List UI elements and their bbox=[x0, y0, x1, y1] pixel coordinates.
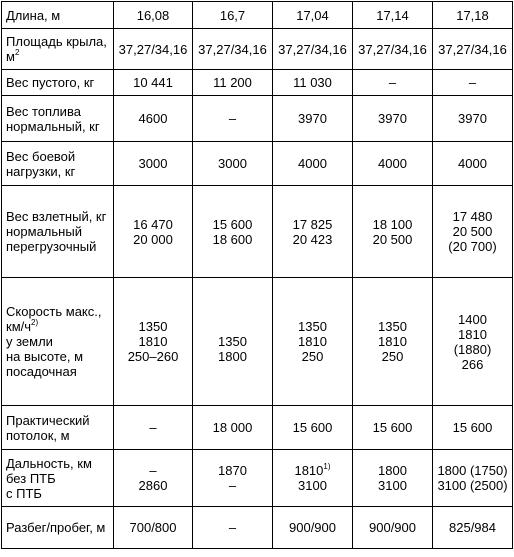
table-cell: 3000 bbox=[114, 142, 193, 186]
table-row bbox=[2, 507, 513, 549]
table-cell: 18 000 bbox=[193, 406, 273, 450]
table-cell: 3970 bbox=[273, 96, 353, 142]
table-row bbox=[2, 406, 513, 450]
table-cell: 1870 – bbox=[193, 450, 273, 507]
table-cell: 825/984 bbox=[433, 507, 513, 549]
table-cell: 15 600 18 600 bbox=[193, 186, 273, 278]
table-cell: 4000 bbox=[353, 142, 433, 186]
table-cell: – bbox=[114, 406, 193, 450]
table-cell: 37,27/34,16 bbox=[353, 29, 433, 70]
row-label: Дальность, км без ПТБ с ПТБ bbox=[2, 450, 114, 507]
table-cell: 18 100 20 500 bbox=[353, 186, 433, 278]
table-cell: – 2860 bbox=[114, 450, 193, 507]
row-label-text: Скорость макс., км/ч bbox=[6, 304, 102, 334]
table-cell: 900/900 bbox=[273, 507, 353, 549]
table-cell: – bbox=[193, 507, 273, 549]
table-cell: 4600 bbox=[114, 96, 193, 142]
table-row bbox=[2, 142, 513, 186]
table-cell: 1350 1810 250–260 bbox=[114, 278, 193, 406]
table-cell: 1800 (1750) 3100 (2500) bbox=[433, 450, 513, 507]
row-label-text: Площадь крыла, м bbox=[6, 34, 107, 64]
table-cell: 900/900 bbox=[353, 507, 433, 549]
row-label: Вес взлетный, кг нормальный перегрузочный bbox=[2, 186, 114, 278]
table-cell: 1800 3100 bbox=[353, 450, 433, 507]
table-cell: 15 600 bbox=[273, 406, 353, 450]
table-cell: – bbox=[193, 96, 273, 142]
cell-value: 1810 bbox=[294, 463, 324, 478]
table-row bbox=[2, 29, 513, 70]
table-cell: 3970 bbox=[353, 96, 433, 142]
row-label: Разбег/пробег, м bbox=[2, 507, 114, 549]
row-label bbox=[2, 278, 114, 406]
row-label: Вес пустого, кг bbox=[2, 70, 114, 96]
table-cell: 17,14 bbox=[353, 2, 433, 29]
table-cell: 17,04 bbox=[273, 2, 353, 29]
table-row bbox=[2, 70, 513, 96]
table-cell: 16 470 20 000 bbox=[114, 186, 193, 278]
footnote-marker: 1) bbox=[323, 461, 331, 471]
table-cell: 37,27/34,16 bbox=[433, 29, 513, 70]
table-row bbox=[2, 96, 513, 142]
row-label-superscript: 2) bbox=[31, 317, 39, 327]
table-row bbox=[2, 186, 513, 278]
table-cell: – bbox=[353, 70, 433, 96]
table-cell: 16,7 bbox=[193, 2, 273, 29]
table-cell: – bbox=[433, 70, 513, 96]
table-cell: 16,08 bbox=[114, 2, 193, 29]
row-label: Вес топлива нормальный, кг bbox=[2, 96, 114, 142]
row-label-superscript: 2 bbox=[14, 47, 20, 57]
row-label: Вес боевой нагрузки, кг bbox=[2, 142, 114, 186]
row-label bbox=[2, 29, 114, 70]
table-cell: 4000 bbox=[273, 142, 353, 186]
table-cell: 17 825 20 423 bbox=[273, 186, 353, 278]
table-row bbox=[2, 450, 513, 507]
table-cell: 37,27/34,16 bbox=[273, 29, 353, 70]
table-cell: 1350 1800 bbox=[193, 278, 273, 406]
table-cell: 15 600 bbox=[433, 406, 513, 450]
table-cell: 11 030 bbox=[273, 70, 353, 96]
table-cell: 17,18 bbox=[433, 2, 513, 29]
spec-table-container bbox=[1, 1, 513, 549]
cell-value-second-line: 3100 bbox=[298, 478, 327, 493]
table-cell: 1400 1810 (1880) 266 bbox=[433, 278, 513, 406]
row-label: Длина, м bbox=[2, 2, 114, 29]
table-cell: 1350 1810 250 bbox=[353, 278, 433, 406]
table-cell: 37,27/34,16 bbox=[193, 29, 273, 70]
table-cell: 10 441 bbox=[114, 70, 193, 96]
table-cell: 1350 1810 250 bbox=[273, 278, 353, 406]
table-cell: 700/800 bbox=[114, 507, 193, 549]
table-cell: 3970 bbox=[433, 96, 513, 142]
table-row bbox=[2, 2, 513, 29]
table-row bbox=[2, 278, 513, 406]
row-label: Практический потолок, м bbox=[2, 406, 114, 450]
table-cell: 4000 bbox=[433, 142, 513, 186]
table-cell: 37,27/34,16 bbox=[114, 29, 193, 70]
table-cell: 17 480 20 500 (20 700) bbox=[433, 186, 513, 278]
table-cell: 3000 bbox=[193, 142, 273, 186]
aircraft-spec-table bbox=[1, 1, 513, 549]
table-cell: 11 200 bbox=[193, 70, 273, 96]
row-label-subitems: у земли на высоте, м посадочная bbox=[6, 334, 84, 379]
table-cell: 15 600 bbox=[353, 406, 433, 450]
table-cell bbox=[273, 450, 353, 507]
